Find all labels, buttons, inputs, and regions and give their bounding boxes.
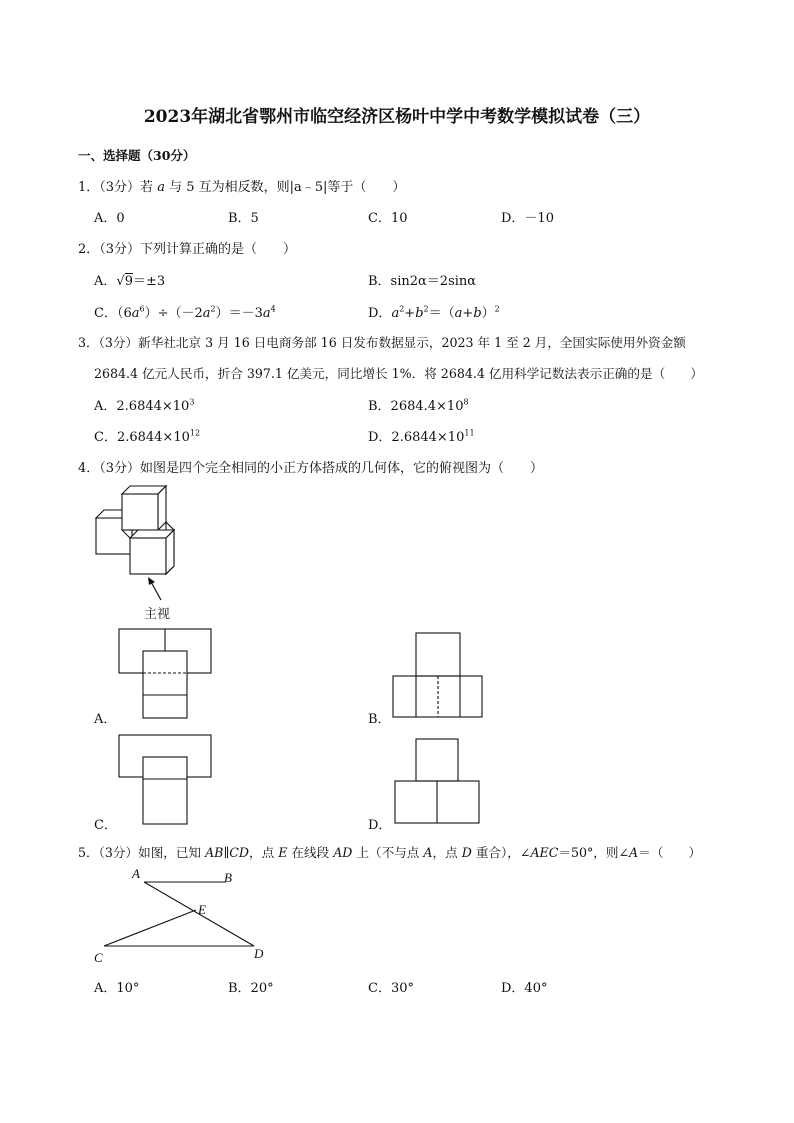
q3d-text: D．2.6844×10: [368, 430, 465, 445]
point-d-label: D: [254, 946, 264, 961]
q4-option-a-label[interactable]: A．: [94, 712, 117, 727]
q2c-e2: 2: [210, 304, 216, 314]
geometry-figure: [92, 866, 272, 966]
q5-b: ，点: [249, 845, 279, 860]
point-a-label: A: [132, 866, 140, 881]
q4-option-d-label[interactable]: D．: [368, 818, 392, 833]
q2d-a: D．: [368, 306, 392, 321]
q1-stem-a: 1．（3分）若: [78, 180, 158, 195]
q2d-h: +: [462, 306, 474, 321]
q4-option-c-label[interactable]: C．: [94, 818, 117, 833]
cubes-figure: [90, 484, 190, 594]
sqrt-icon: √: [116, 274, 125, 289]
q5-pd: D: [461, 845, 472, 860]
q2c-d: a: [202, 306, 211, 321]
q4-figure-d: [394, 738, 482, 824]
q3-option-b[interactable]: [368, 395, 469, 414]
q5-par: ∥: [223, 845, 230, 860]
q2d-f: ＝（: [428, 306, 455, 321]
q3c-exp: 12: [189, 428, 201, 438]
q1-var: a: [157, 180, 165, 195]
q2d-g: a: [454, 306, 463, 321]
q5-a: 5．（3分）如图，已知: [78, 845, 206, 860]
q3b-text: B．2684.4×10: [368, 399, 464, 414]
q2c-c: ）÷（－2: [144, 306, 203, 321]
q2d-b: a: [391, 306, 400, 321]
q5-option-d[interactable]: D．40°: [501, 981, 548, 996]
q5-g: ＝50°，则∠: [558, 845, 630, 860]
q1-stem-b: 与 5 互为相反数，则|a﹣5|等于（ ）: [164, 180, 406, 195]
question-5: [78, 842, 701, 861]
q5-pa: A: [423, 845, 433, 860]
q3d-exp: 11: [464, 428, 475, 438]
q3-option-a[interactable]: [94, 395, 194, 414]
q5-h: ＝（ ）: [638, 845, 702, 860]
q5-c: 在线段: [287, 845, 334, 860]
q2c-e3: 4: [270, 304, 276, 314]
q5-cd: CD: [229, 845, 249, 860]
point-b-label: B: [224, 870, 232, 885]
q2a-post: ＝±3: [132, 274, 166, 289]
q5-e: E: [278, 845, 288, 860]
q5-option-c[interactable]: C．30°: [368, 981, 414, 996]
point-c-label: C: [94, 950, 103, 965]
q3b-exp: 8: [463, 397, 469, 407]
question-3-line1: 3．（3分）新华社北京 3 月 16 日电商务部 16 日发布数据显示，2023 年 1 至 2 月，全国实际使用外资金额: [78, 335, 686, 350]
question-4: 4．（3分）如图是四个完全相同的小正方体搭成的几何体，它的俯视图为（ ）: [78, 461, 544, 476]
q2-option-a[interactable]: [94, 270, 165, 289]
q2a-radicand: 9: [124, 274, 133, 289]
q4-figure-a: [118, 628, 213, 720]
q1-option-d[interactable]: D．－10: [501, 211, 554, 226]
point-e-label: E: [198, 902, 206, 917]
q4-option-b-label[interactable]: B．: [368, 712, 391, 727]
q3c-text: C．2.6844×10: [94, 430, 190, 445]
question-1: [78, 176, 405, 195]
question-3-line2: 2684.4 亿元人民币，折合 397.1 亿美元，同比增长 1%．将 2684.4 亿用科学记数法表示正确的是（ ）: [94, 366, 703, 381]
q2d-c: +: [404, 306, 416, 321]
q2d-e1: 2: [399, 304, 405, 314]
q5-ab: AB: [205, 845, 224, 860]
q1-option-c[interactable]: C．10: [368, 211, 408, 226]
page-title: 2023年湖北省鄂州市临空经济区杨叶中学中考数学模拟试卷（三）: [143, 107, 651, 127]
q2-option-b[interactable]: B．sin2α＝2sinα: [368, 274, 477, 289]
q2d-e2: 2: [423, 304, 429, 314]
q2d-j: ）: [481, 306, 495, 321]
arrow-icon: [146, 576, 166, 602]
q5-e2: ，点: [432, 845, 462, 860]
q2d-e3: 2: [494, 304, 500, 314]
q2d-d: b: [415, 306, 424, 321]
q5-option-b[interactable]: B．20°: [228, 981, 274, 996]
q2c-f: ）＝－3: [215, 306, 263, 321]
front-view-label: 主视: [144, 607, 171, 622]
q3a-text: A．2.6844×10: [94, 399, 190, 414]
q4-figure-c: [118, 734, 213, 826]
q3-option-d[interactable]: [368, 426, 475, 445]
q2c-e1: 6: [139, 304, 145, 314]
q5-d: 上（不与点: [352, 845, 424, 860]
q2c-b: a: [131, 306, 140, 321]
q5-option-a[interactable]: A．10°: [94, 981, 140, 996]
q2-option-c[interactable]: [94, 302, 276, 321]
segment-ce: [104, 910, 196, 946]
q2c-a: C．（6: [94, 306, 132, 321]
q1-option-a[interactable]: A．0: [94, 211, 125, 226]
q2-option-d[interactable]: [368, 302, 500, 321]
q1-option-b[interactable]: B．5: [228, 211, 259, 226]
q2c-g: a: [262, 306, 271, 321]
question-2: 2．（3分）下列计算正确的是（ ）: [78, 242, 297, 257]
q2a-prefix: A．: [94, 274, 117, 289]
q5-f: 重合），∠: [471, 845, 531, 860]
q3a-exp: 3: [189, 397, 195, 407]
q5-aec: AEC: [530, 845, 559, 860]
q3-option-c[interactable]: [94, 426, 200, 445]
q2d-i: b: [473, 306, 482, 321]
q4-figure-b: [392, 632, 484, 718]
q5-ad: AD: [333, 845, 353, 860]
q5-a2: A: [629, 845, 639, 860]
section-heading: 一、选择题（30分）: [78, 148, 196, 163]
